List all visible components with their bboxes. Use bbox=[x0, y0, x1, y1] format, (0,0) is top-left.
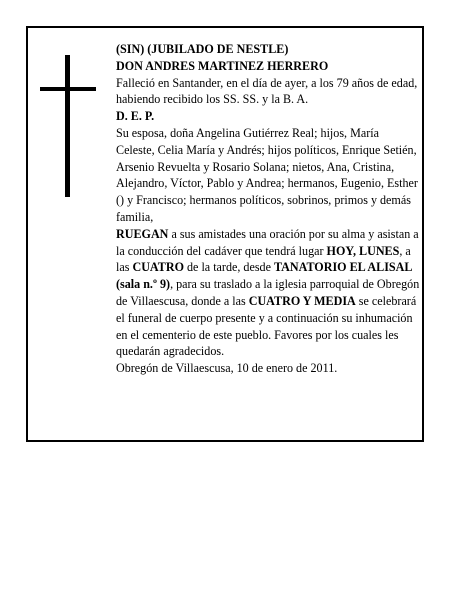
family-list: Su esposa, doña Angelina Gutiérrez Real; hijos, María Celeste, Celia María y Andrés; hijos políticos, Enrique Setién, Arsenio Revuelta y Rosario Solana; nietos, Ana, Cristina, Alejandro, Víctor, Pablo y Andrea; hermanos, Eugenio, Esther () y Francisco; hermanos políticos, sobrinos, primos y demás familia, bbox=[116, 125, 418, 224]
place-text: TANATORIO EL ALISAL (sala n.º 9) bbox=[116, 260, 412, 292]
notice-header: (SIN) (JUBILADO DE NESTLE) bbox=[116, 42, 289, 56]
time-text: CUATRO bbox=[132, 260, 184, 275]
afternoon-text: de la tarde, desde bbox=[183, 260, 274, 275]
obituary-notice bbox=[26, 26, 424, 442]
dateline: Obregón de Villaescusa, 10 de enero de 2011. bbox=[116, 361, 338, 376]
death-announcement: Falleció en Santander, en el día de ayer, a los 79 años de edad, habiendo recibido los SS. SS. y la B. A. bbox=[116, 75, 418, 107]
cross-icon bbox=[40, 55, 96, 197]
transfer-text: , para su traslado a la iglesia parroquial de Obregón de Villaescusa, donde a las bbox=[116, 277, 420, 308]
obituary-text bbox=[116, 41, 420, 377]
request-text: a sus amistades una oración por su alma y asistan a la conducción del cadáver que tendrá lugar bbox=[116, 226, 419, 258]
day-text: HOY, LUNES bbox=[326, 243, 400, 258]
rip-line: D. E. P. bbox=[116, 109, 155, 124]
funeral-text: se celebrará el funeral de cuerpo presente y a continuación su inhumación en el cementerio de este pueblo. Favores por los cuales les quedarán agradecidos. bbox=[116, 293, 417, 359]
funeral-details bbox=[116, 226, 420, 360]
time2-text: CUATRO Y MEDIA bbox=[248, 293, 356, 308]
at-text: , a las bbox=[116, 243, 411, 275]
deceased-name: DON ANDRES MARTINEZ HERRERO bbox=[116, 58, 329, 73]
ruegan-word: RUEGAN bbox=[116, 226, 169, 241]
